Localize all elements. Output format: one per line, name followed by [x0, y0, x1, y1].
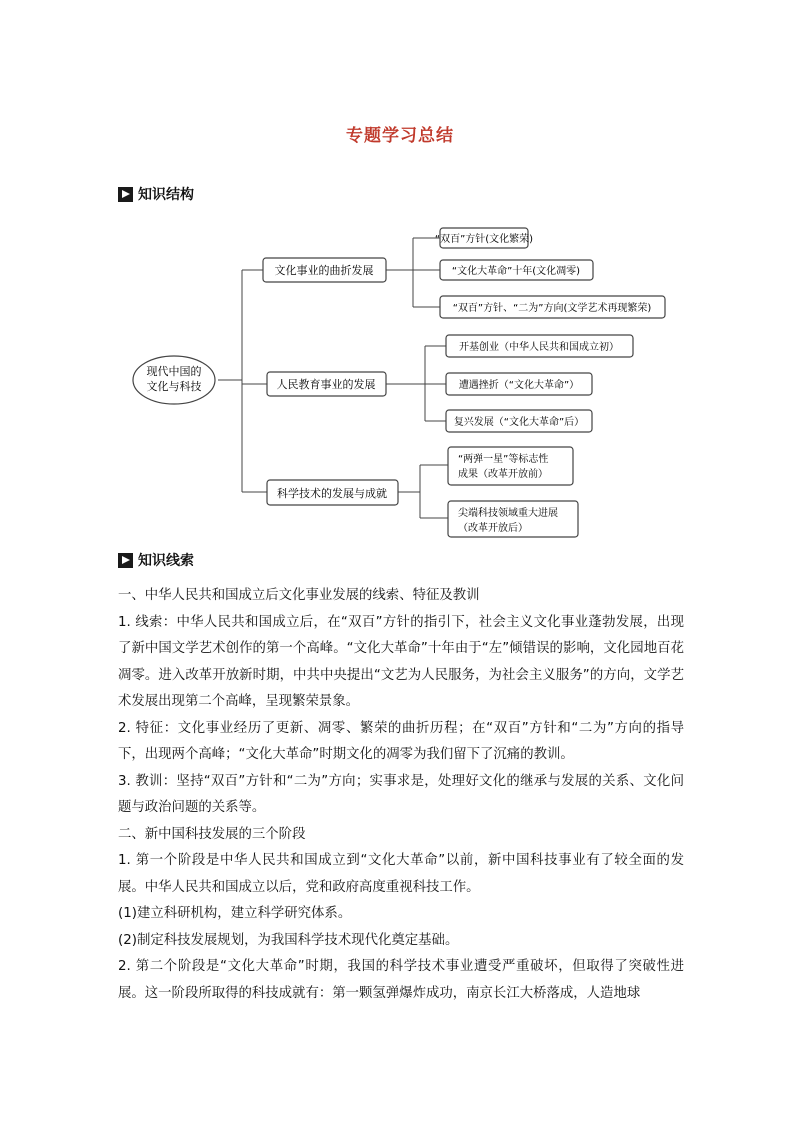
leaf-node: “文化大革命”十年(文化凋零): [451, 266, 581, 277]
paragraph: (2)制定科技发展规划，为我国科学技术现代化奠定基础。: [118, 932, 459, 948]
page-title: 专题学习总结: [346, 126, 454, 146]
leaf-node: 开基创业（中华人民共和国成立初）: [459, 342, 619, 353]
leaf-node-line2: （改革开放后）: [458, 523, 528, 534]
root-node-line2: 文化与科技: [146, 380, 202, 393]
section-heading-clues: [118, 551, 194, 569]
root-node-line1: 现代中国的: [146, 365, 202, 378]
leaf-node: 复兴发展（“文化大革命”后）: [453, 417, 585, 428]
play-triangle-icon: [118, 553, 133, 568]
paragraph: 2. 特征：文化事业经历了更新、凋零、繁荣的曲折历程；在“双百”方针和“二为”方向的指导下，出现两个高峰；“文化大革命”时期文化的凋零为我们留下了沉痛的教训。: [118, 720, 684, 762]
leaf-node-line2: 成果（改革开放前）: [458, 469, 548, 480]
leaf-node: “双百”方针、“二为”方向(文学艺术再现繁荣): [452, 303, 652, 314]
clues-body: [118, 583, 684, 1007]
heading-part-one: 一、中华人民共和国成立后文化事业发展的线索、特征及教训: [118, 588, 480, 603]
branch-node-science: 科学技术的发展与成就: [277, 487, 387, 500]
leaf-node-line1: “两弹一星”等标志性: [458, 454, 549, 465]
leaf-node-line1: 尖端科技领域重大进展: [458, 508, 558, 519]
section-heading-structure: [118, 185, 194, 203]
paragraph: (1)建立科研机构，建立科学研究体系。: [118, 906, 352, 921]
paragraph: 1. 线索：中华人民共和国成立后，在“双百”方针的指引下，社会主义文化事业蓬勃发展，出现了新中国文学艺术创作的第一个高峰。“文化大革命”十年由于“左”倾错误的影响，文化园地百花凋零。进入改革开放新时期，中共中央提出“文艺为人民服务，为社会主义服务”的方向，文学艺术发展出现第二个高峰，呈现繁荣景象。: [118, 614, 684, 709]
branch-node-education: 人民教育事业的发展: [276, 378, 376, 391]
paragraph: 2. 第二个阶段是“文化大革命”时期，我国的科学技术事业遭受严重破坏，但取得了突破性进展。这一阶段所取得的科技成就有：第一颗氢弹爆炸成功，南京长江大桥落成，人造地球: [118, 959, 684, 1001]
section-heading-label: 知识线索: [138, 553, 194, 569]
paragraph: 1. 第一个阶段是中华人民共和国成立到“文化大革命”以前，新中国科技事业有了较全面的发展。中华人民共和国成立以后，党和政府高度重视科技工作。: [118, 853, 684, 895]
branch-node-culture: 文化事业的曲折发展: [274, 264, 374, 277]
paragraph: 3. 教训：坚持“双百”方针和“二为”方向；实事求是，处理好文化的继承与发展的关系、文化问题与政治问题的关系等。: [118, 773, 684, 815]
heading-part-two: 二、新中国科技发展的三个阶段: [118, 826, 306, 842]
leaf-node: “双百”方针(文化繁荣): [434, 234, 534, 245]
knowledge-structure-diagram: [130, 222, 670, 542]
section-heading-label: 知识结构: [138, 187, 194, 203]
play-triangle-icon: [118, 187, 133, 202]
leaf-node: 遭遇挫折（“文化大革命”）: [458, 380, 580, 391]
